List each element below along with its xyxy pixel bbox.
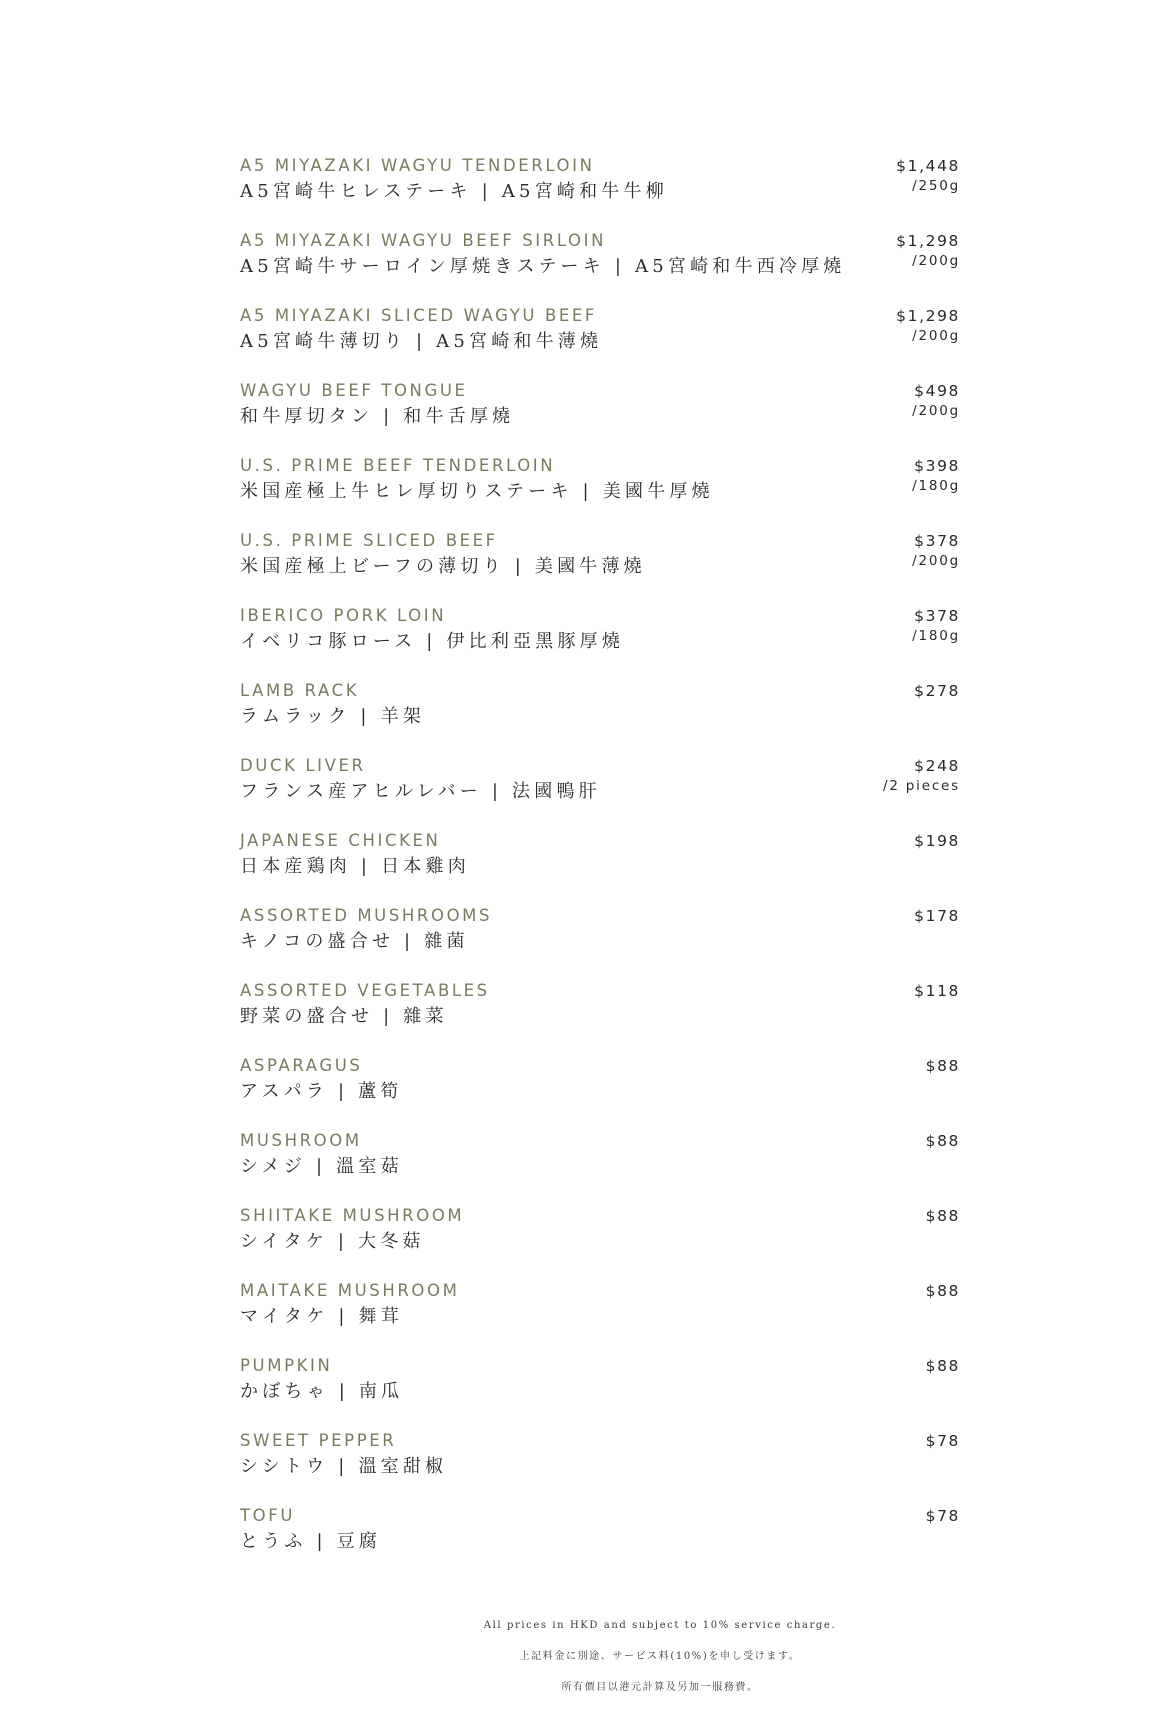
item-price: $88 [925, 1282, 960, 1300]
item-name-jp-zh: 米国産極上ビーフの薄切り | 美國牛薄燒 [240, 556, 646, 577]
menu-item [240, 1129, 960, 1204]
item-portion: /2 pieces [882, 778, 960, 794]
item-name-jp-zh: マイタケ | 舞茸 [240, 1306, 403, 1327]
item-price: $178 [914, 907, 960, 925]
item-name-jp-zh: A5宮崎牛ヒレステーキ | A5宮崎和牛牛柳 [240, 181, 668, 202]
item-name-en: MAITAKE MUSHROOM [240, 1281, 460, 1300]
item-name-en: ASSORTED MUSHROOMS [240, 906, 493, 925]
item-name-jp-zh: ラムラック | 羊架 [240, 706, 425, 727]
item-name-jp-zh: 日本産鶏肉 | 日本雞肉 [240, 856, 470, 877]
menu-item [240, 904, 960, 979]
menu-item [240, 1204, 960, 1279]
menu-item [240, 1054, 960, 1129]
item-name-en: LAMB RACK [240, 681, 360, 700]
menu-item [240, 154, 960, 229]
item-name-en: U.S. PRIME SLICED BEEF [240, 531, 498, 550]
item-name-en: U.S. PRIME BEEF TENDERLOIN [240, 456, 556, 475]
item-name-jp-zh: 野菜の盛合せ | 雜菜 [240, 1006, 448, 1027]
item-portion: /180g [912, 478, 960, 494]
item-name-en: MUSHROOM [240, 1131, 362, 1150]
item-portion: /200g [912, 403, 960, 419]
item-price: $78 [925, 1507, 960, 1525]
item-name-jp-zh: かぼちゃ | 南瓜 [240, 1381, 404, 1402]
item-name-jp-zh: 和牛厚切タン | 和牛舌厚燒 [240, 406, 515, 427]
menu-item [240, 1354, 960, 1429]
menu-item [240, 304, 960, 379]
footer-note-zh: 所有價目以港元計算及另加一服務費。 [561, 1682, 759, 1693]
footer-note-en: All prices in HKD and subject to 10% service charge. [483, 1620, 837, 1631]
item-price: $198 [914, 832, 960, 850]
item-name-jp-zh: イベリコ豚ロース | 伊比利亞黑豚厚燒 [240, 631, 625, 652]
item-name-jp-zh: フランス産アヒルレバー | 法國鴨肝 [240, 781, 601, 802]
item-name-jp-zh: 米国産極上牛ヒレ厚切りステーキ | 美國牛厚燒 [240, 481, 714, 502]
item-name-en: ASSORTED VEGETABLES [240, 981, 490, 1000]
item-price: $398 [914, 457, 960, 475]
item-name-en: A5 MIYAZAKI SLICED WAGYU BEEF [240, 306, 598, 325]
item-name-en: PUMPKIN [240, 1356, 333, 1375]
menu-item [240, 1279, 960, 1354]
item-price: $88 [925, 1057, 960, 1075]
item-name-en: A5 MIYAZAKI WAGYU BEEF SIRLOIN [240, 231, 607, 250]
item-name-en: WAGYU BEEF TONGUE [240, 381, 468, 400]
item-price: $498 [914, 382, 960, 400]
item-portion: /200g [912, 253, 960, 269]
item-price: $378 [914, 532, 960, 550]
item-name-jp-zh: アスパラ | 蘆筍 [240, 1081, 403, 1102]
item-portion: /250g [912, 178, 960, 194]
item-price: $1,298 [896, 307, 960, 325]
menu-item [240, 604, 960, 679]
item-name-jp-zh: とうふ | 豆腐 [240, 1531, 382, 1552]
item-name-jp-zh: シメジ | 溫室菇 [240, 1156, 403, 1177]
item-name-en: ASPARAGUS [240, 1056, 363, 1075]
item-name-en: IBERICO PORK LOIN [240, 606, 447, 625]
item-price: $88 [925, 1357, 960, 1375]
menu-item [240, 979, 960, 1054]
item-price: $248 [914, 757, 960, 775]
menu-item [240, 829, 960, 904]
menu-item [240, 529, 960, 604]
menu-item [240, 679, 960, 754]
item-name-jp-zh: シシトウ | 溫室甜椒 [240, 1456, 448, 1477]
item-price: $118 [914, 982, 960, 1000]
item-name-en: SWEET PEPPER [240, 1431, 397, 1450]
item-portion: /200g [912, 553, 960, 569]
item-name-jp-zh: シイタケ | 大冬菇 [240, 1231, 425, 1252]
item-name-jp-zh: A5宮崎牛薄切り | A5宮崎和牛薄燒 [240, 331, 603, 352]
item-name-en: TOFU [240, 1506, 296, 1525]
menu-item [240, 229, 960, 304]
menu-list [240, 154, 960, 1579]
item-portion: /180g [912, 628, 960, 644]
item-name-jp-zh: キノコの盛合せ | 雜菌 [240, 931, 469, 952]
menu-item [240, 1429, 960, 1504]
item-price: $278 [914, 682, 960, 700]
item-portion: /200g [912, 328, 960, 344]
item-price: $378 [914, 607, 960, 625]
item-price: $88 [925, 1207, 960, 1225]
menu-item [240, 379, 960, 454]
item-price: $1,448 [896, 157, 960, 175]
item-price: $88 [925, 1132, 960, 1150]
item-name-en: A5 MIYAZAKI WAGYU TENDERLOIN [240, 156, 595, 175]
item-name-en: JAPANESE CHICKEN [240, 831, 441, 850]
item-name-en: DUCK LIVER [240, 756, 366, 775]
item-price: $1,298 [896, 232, 960, 250]
footer-note-jp: 上記料金に別途、サービス料(10%)を申し受けます。 [519, 1651, 801, 1662]
menu-item [240, 754, 960, 829]
item-price: $78 [925, 1432, 960, 1450]
footer-notes [430, 1610, 890, 1703]
item-name-jp-zh: A5宮崎牛サーロイン厚焼きステーキ | A5宮崎和牛西冷厚燒 [240, 256, 846, 277]
menu-item [240, 1504, 960, 1579]
item-name-en: SHIITAKE MUSHROOM [240, 1206, 465, 1225]
menu-item [240, 454, 960, 529]
